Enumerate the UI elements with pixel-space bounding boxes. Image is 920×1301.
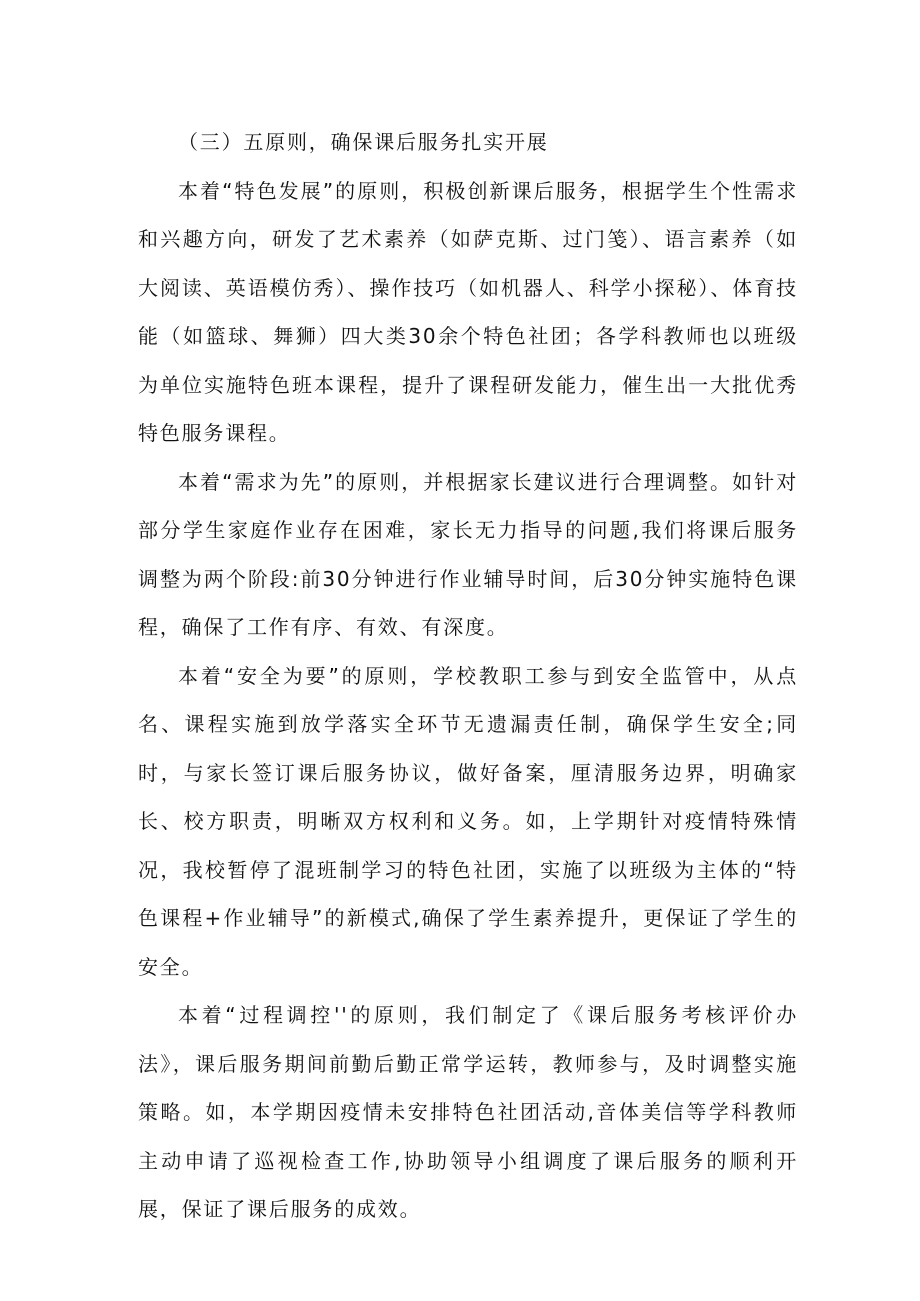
paragraph-safety-priority: 本着“安全为要”的原则，学校教职工参与到安全监管中，从点名、课程实施到放学落实全环节无遗漏责任制，确保学生安全;同时，与家长签订课后服务协议，做好备案，厘清服务边界，明确家长、校方职责，明晰双方权利和义务。如，上学期针对疫情特殊情况，我校暂停了混班制学习的特色社团，实施了以班级为主体的“特色课程+作业辅导”的新模式,确保了学生素养提升，更保证了学生的安全。 [138, 663, 798, 979]
document-body [138, 118, 798, 1234]
paragraph-featured-development: 本着“特色发展”的原则，积极创新课后服务，根据学生个性需求和兴趣方向，研发了艺术素养（如萨克斯、过门笺）、语言素养（如大阅读、英语模仿秀）、操作技巧（如机器人、科学小探秘）、体育技能（如篮球、舞狮）四大类30余个特色社团；各学科教师也以班级为单位实施特色班本课程，提升了课程研发能力，催生出一大批优秀特色服务课程。 [138, 178, 798, 445]
section-heading: （三）五原则，确保课后服务扎实开展 [178, 130, 549, 154]
paragraph-demand-first: 本着“需求为先”的原则，并根据家长建议进行合理调整。如针对部分学生家庭作业存在困难，家长无力指导的问题,我们将课后服务调整为两个阶段:前30分钟进行作业辅导时间，后30分钟实施特色课程，确保了工作有序、有效、有深度。 [138, 469, 798, 639]
paragraph-process-control: 本着“过程调控''的原则，我们制定了《课后服务考核评价办法》，课后服务期间前勤后勤正常学运转，教师参与，及时调整实施策略。如，本学期因疫情未安排特色社团活动,音体美信等学科教师主动申请了巡视检查工作,协助领导小组调度了课后服务的顺利开展，保证了课后服务的成效。 [138, 1003, 798, 1221]
